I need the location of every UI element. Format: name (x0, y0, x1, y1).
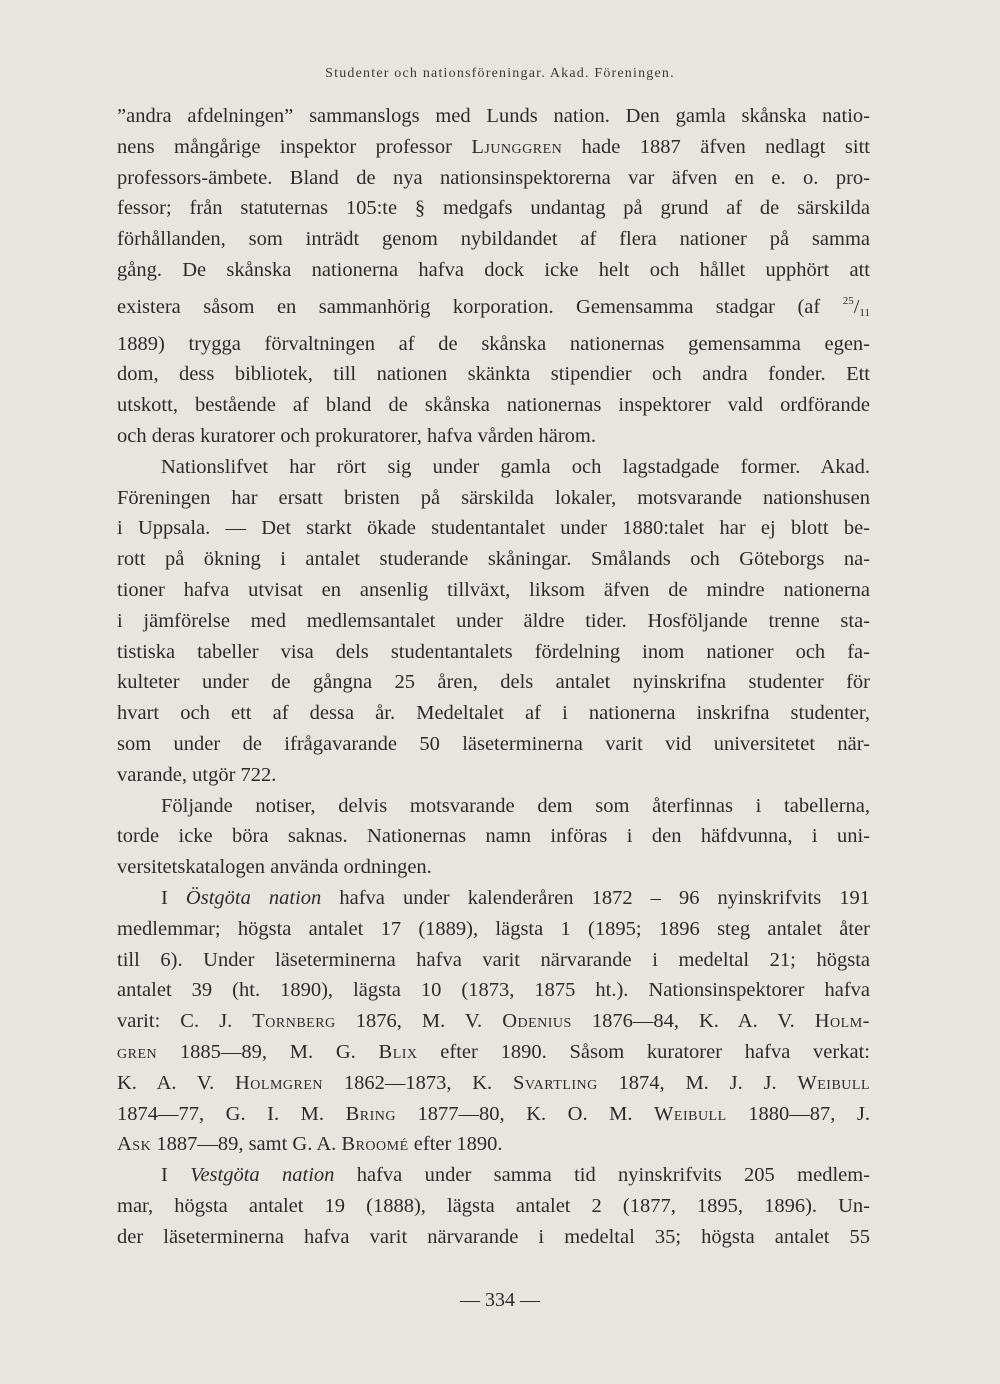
text-line: professors-ämbete. Bland de nya nationsinspektorerna var äfven en e. o. pro- (117, 166, 870, 189)
text-line: kulteter under de gångna 25 åren, dels antalet nyinskrifna studenter för (117, 671, 870, 694)
person-name: Broomé (341, 1133, 409, 1156)
text-line: medlemmar; högsta antalet 17 (1889), lägsta 1 (1895; 1896 steg antalet åter (117, 917, 870, 940)
person-name: Holmgren (235, 1071, 324, 1094)
text-line: i jämförelse med medlemsantalet under äldre tider. Hosföljande trenne sta- (117, 609, 870, 632)
text-line: i Uppsala. — Det starkt ökade studentantalet under 1880:talet har ej blott be- (117, 517, 870, 540)
text-line: varit: C. J. Tornberg 1876, M. V. Odenius 1876—84, K. A. V. Holm- (117, 1010, 870, 1033)
text-line: tioner hafva utvisat en ansenlig tillväxt, liksom äfven de mindre nationerna (117, 578, 870, 601)
text-line: dom, dess bibliotek, till nationen skänkta stipendier och andra fonder. Ett (117, 363, 870, 386)
body-text (117, 101, 870, 1252)
text-line: gren 1885—89, M. G. Blix efter 1890. Såsom kuratorer hafva verkat: (117, 1040, 870, 1063)
person-name: Odenius (502, 1010, 572, 1033)
text-line: der läseterminerna hafva varit närvarande i medeltal 35; högsta antalet 55 (117, 1225, 870, 1248)
text-line: Följande notiser, delvis motsvarande dem som återfinnas i tabellerna, (161, 794, 870, 817)
page-number: — 334 — (460, 1289, 540, 1311)
text-line: mar, högsta antalet 19 (1888), lägsta antalet 2 (1877, 1895, 1896). Un- (117, 1194, 870, 1217)
person-name: Bring (345, 1102, 396, 1125)
text-line: existera såsom en sammanhörig korporation. Gemensamma stadgar (af $^{25}/_{11}$ (117, 294, 870, 319)
nation-name: Östgöta nation (185, 886, 322, 909)
text-line: Föreningen har ersatt bristen på särskilda lokaler, motsvarande nationshusen (117, 486, 870, 509)
text-line: K. A. V. Holmgren 1862—1873, K. Svartling 1874, M. J. J. Weibull (117, 1071, 870, 1094)
text-line: till 6). Under läseterminerna hafva varit närvarande i medeltal 21; högsta (117, 948, 870, 971)
person-name: Holm- (814, 1010, 870, 1033)
text-line: Nationslifvet har rört sig under gamla och lagstadgade former. Akad. (161, 455, 870, 478)
fraction-numerator: 25 (842, 294, 854, 307)
text-line: utskott, bestående af bland de skånska nationernas inspektorer vald ordförande (117, 394, 870, 417)
person-name: Ljunggren (471, 135, 563, 158)
person-name: Weibull (654, 1102, 727, 1125)
nation-name: Vestgöta nation (190, 1164, 335, 1187)
text-line: och deras kuratorer och prokuratorer, hafva vården härom. (117, 424, 596, 447)
text-line: 1874—77, G. I. M. Bring 1877—80, K. O. M. Weibull 1880—87, J. (117, 1102, 870, 1125)
person-name: Tornberg (252, 1010, 336, 1033)
running-header: Studenter och nationsföreningar. Akad. Föreningen. (325, 66, 675, 81)
fraction-slash: / (853, 295, 860, 318)
person-name: Blix (378, 1040, 418, 1063)
text-line: torde icke böra saknas. Nationernas namn införas i den häfdvunna, i uni- (117, 825, 870, 848)
person-name: Ask (117, 1133, 152, 1156)
text-line: ”andra afdelningen” sammanslogs med Lunds nation. Den gamla skånska natio- (117, 105, 870, 127)
text-line: varande, utgör 722. (117, 763, 277, 786)
text-line: I Vestgöta nation hafva under samma tid nyinskrifvits 205 medlem- (161, 1164, 871, 1187)
text-line: förhållanden, som inträdt genom nybildandet af flera nationer på samma (117, 228, 870, 251)
fraction-denominator: 11 (859, 306, 870, 319)
text-line: som under de ifrågavarande 50 läseterminerna varit vid universitetet när- (117, 732, 870, 755)
text-line: 1889) trygga förvaltningen af de skånska nationernas gemensamma egen- (117, 332, 870, 355)
text-line: tistiska tabeller visa dels studentantalets fördelning inom nationer och fa- (117, 640, 870, 663)
text-line: hvart och ett af dessa år. Medeltalet af i nationerna inskrifna studenter, (117, 702, 870, 725)
text-line: versitetskatalogen använda ordningen. (117, 856, 432, 879)
person-name: Weibull (797, 1071, 870, 1094)
text-line: antalet 39 (ht. 1890), lägsta 10 (1873, 1875 ht.). Nationsinspektorer hafva (117, 979, 870, 1002)
text-line: gång. De skånska nationerna hafva dock icke helt och hållet upphört att (117, 258, 870, 281)
person-name: gren (117, 1040, 158, 1063)
text-line: fessor; från statuternas 105:te § medgafs undantag på grund af de särskilda (117, 197, 870, 220)
text-line: rott på ökning i antalet studerande skåningar. Smålands och Göteborgs na- (117, 548, 870, 571)
text-line: I Östgöta nation hafva under kalenderåren 1872 – 96 nyinskrifvits 191 (161, 886, 871, 909)
text-line: nens mångårige inspektor professor Ljunggren hade 1887 äfven nedlagt sitt (117, 135, 870, 158)
text-line: Ask 1887—89, samt G. A. Broomé efter 1890. (117, 1133, 503, 1156)
person-name: Svartling (512, 1071, 598, 1094)
